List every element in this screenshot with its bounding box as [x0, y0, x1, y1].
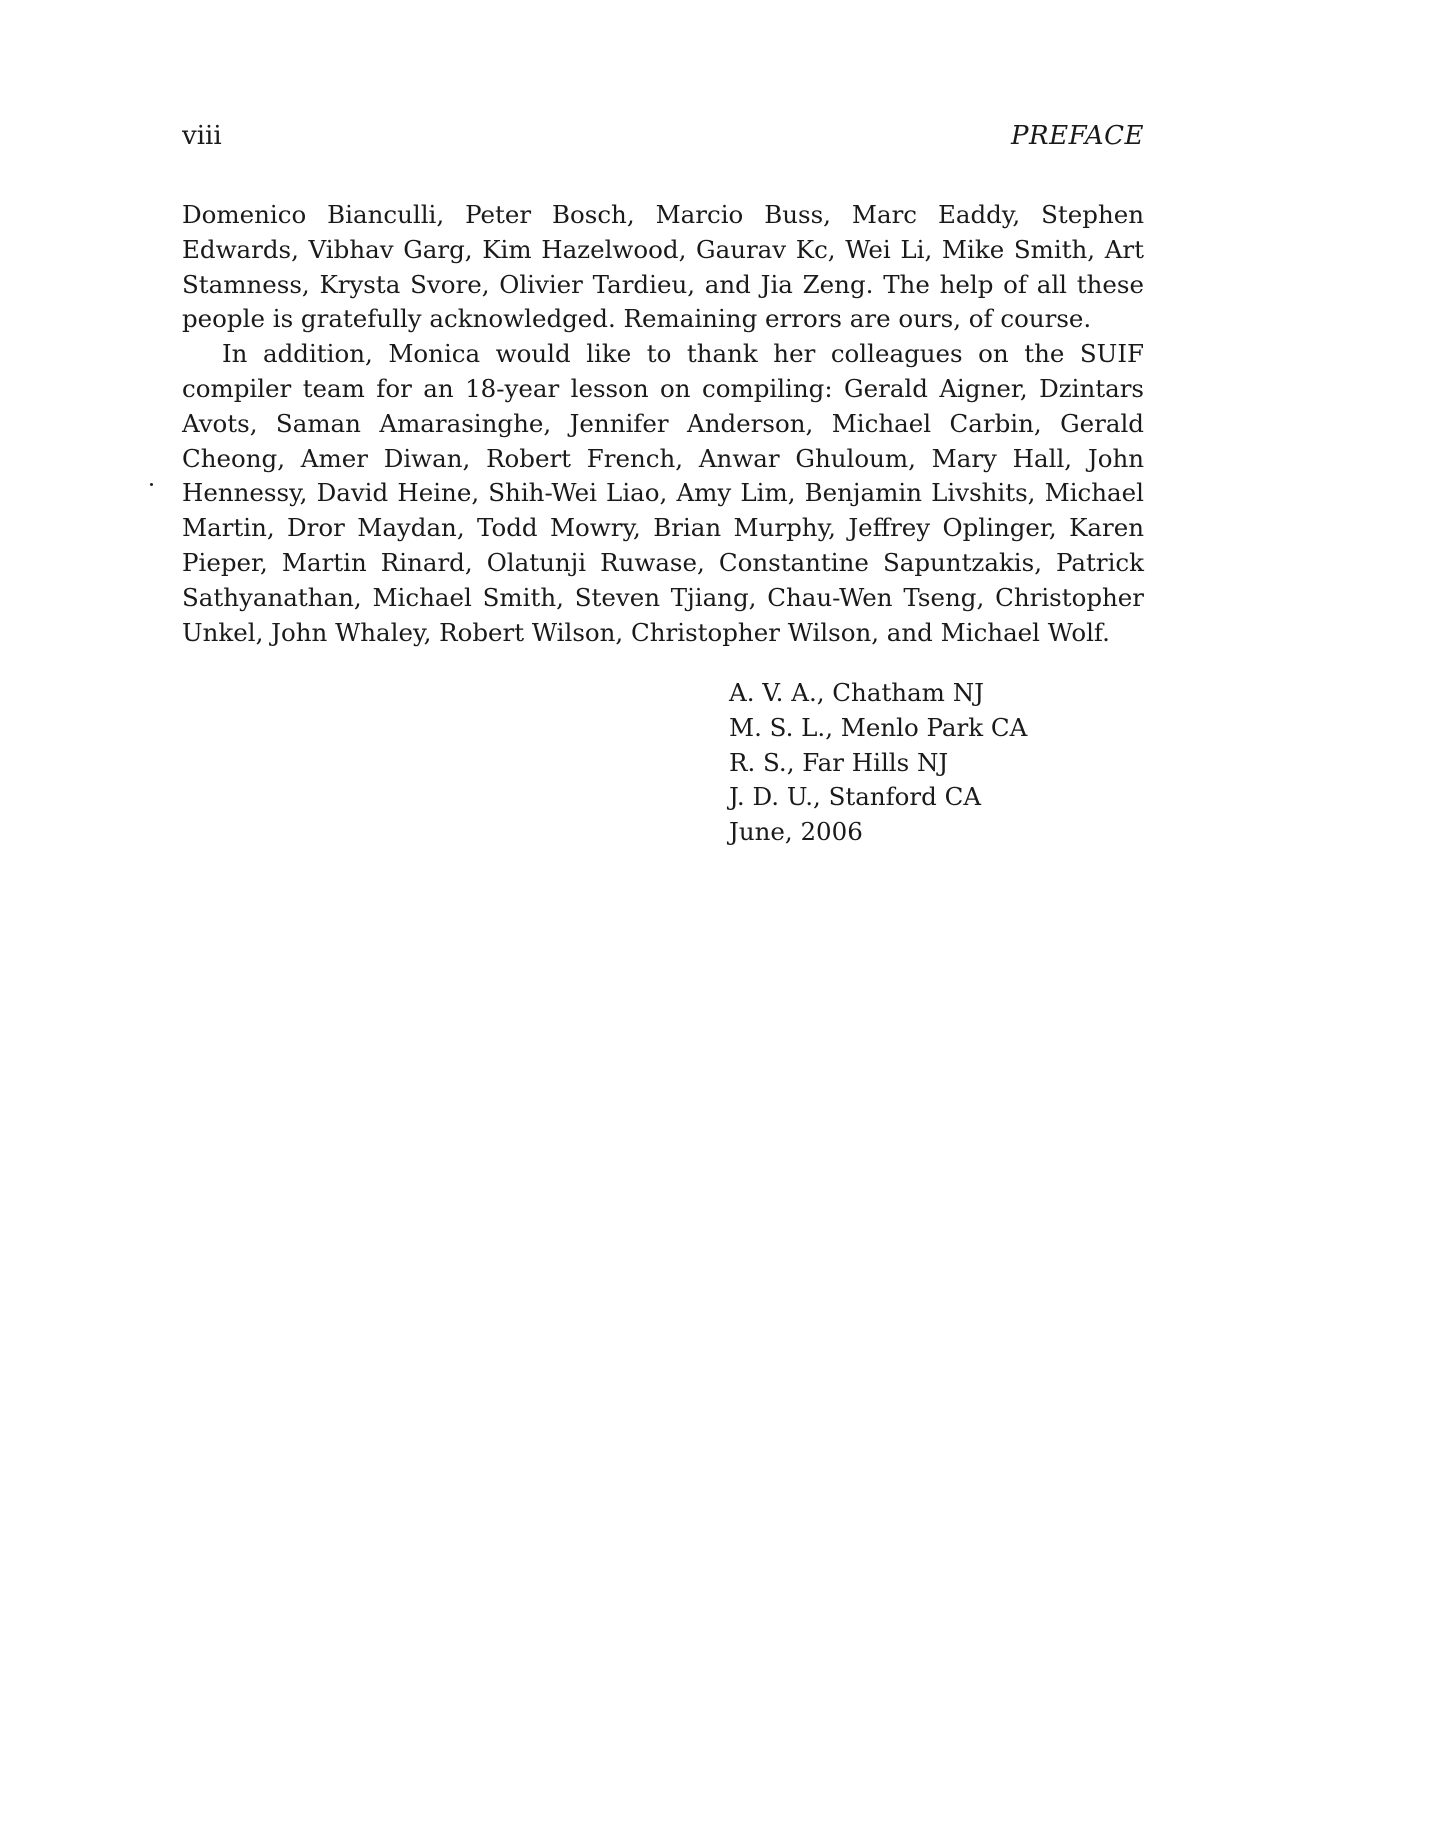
signature-line: J. D. U., Stanford CA	[729, 782, 982, 812]
page-number: viii	[182, 121, 222, 151]
signature-line: M. S. L., Menlo Park CA	[729, 712, 1028, 742]
acknowledgment-paragraph-2: In addition, Monica would like to thank her colleagues on the SUIF compiler team for an 18-year lesson on compiling: Gerald Aigner, Dzintars Avots, Saman Amarasinghe, Jennifer Anderson, Michael Carbin, Gerald Cheong, Amer Diwan, Robert French, Anwar Ghuloum, Mary Hall, John Hennessy, David Heine, Shih-Wei Liao, Amy Lim, Benjamin Livshits, Michael Martin, Dror Maydan, Todd Mowry, Brian Murphy, Jeffrey Oplinger, Karen Pieper, Martin Rinard, Olatunji Ruwase, Constantine Sapuntzakis, Patrick Sathyanathan, Michael Smith, Steven Tjiang, Chau-Wen Tseng, Christopher Unkel, John Whaley, Robert Wilson, Christopher Wilson, and Michael Wolf.	[182, 339, 1144, 647]
signature-line: A. V. A., Chatham NJ	[729, 678, 984, 707]
signature-block	[729, 676, 1027, 850]
signature-line: R. S., Far Hills NJ	[729, 747, 949, 777]
running-title: PREFACE	[1011, 121, 1144, 151]
signature-date: June, 2006	[729, 817, 863, 847]
acknowledgment-paragraph-1: Domenico Bianculli, Peter Bosch, Marcio Buss, Marc Eaddy, Stephen Edwards, Vibhav Garg, Kim Hazelwood, Gaurav Kc, Wei Li, Mike Smith, Art Stamness, Krysta Svore, Olivier Tardieu, and Jia Zeng. The help of all these people is gratefully acknowledged. Remaining errors are ours, of course.	[182, 200, 1144, 334]
preface-body	[182, 198, 1144, 650]
running-head	[182, 118, 1144, 154]
scan-speck	[150, 483, 153, 486]
